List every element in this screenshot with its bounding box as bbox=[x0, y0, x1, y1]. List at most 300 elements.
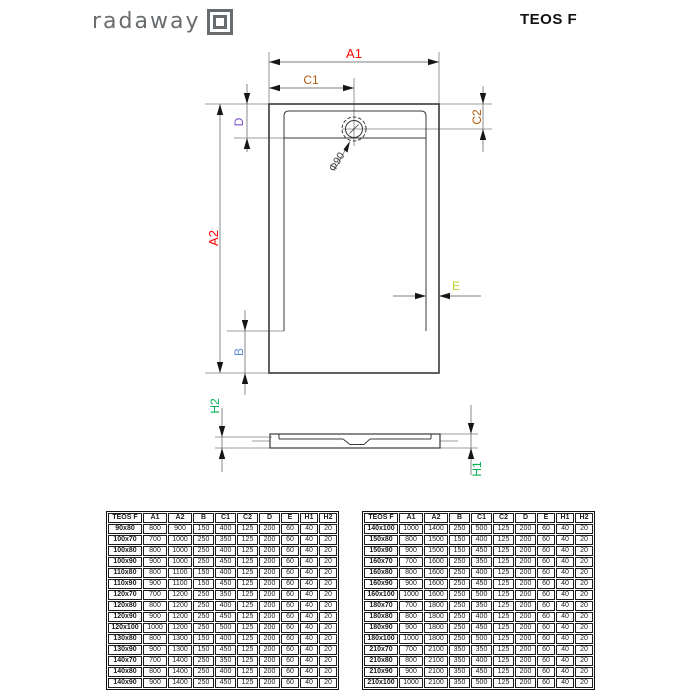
value-cell-e: 60 bbox=[281, 612, 299, 622]
value-cell-a1: 900 bbox=[399, 546, 423, 556]
value-cell-a1: 1000 bbox=[143, 623, 167, 633]
value-cell-a1: 700 bbox=[143, 656, 167, 666]
value-cell-e: 60 bbox=[537, 590, 555, 600]
header-cell-e: E bbox=[281, 513, 299, 523]
value-cell-b: 250 bbox=[449, 579, 470, 589]
value-cell-a2: 2100 bbox=[424, 645, 448, 655]
size-cell: 100x70 bbox=[108, 535, 142, 545]
value-cell-c2: 125 bbox=[237, 634, 258, 644]
header-cell-c2: C2 bbox=[237, 513, 258, 523]
header-cell-h2: H2 bbox=[575, 513, 593, 523]
table-row bbox=[108, 623, 337, 633]
value-cell-b: 250 bbox=[193, 601, 214, 611]
value-cell-d: 200 bbox=[259, 612, 280, 622]
value-cell-c2: 125 bbox=[237, 535, 258, 545]
value-cell-a2: 1400 bbox=[168, 656, 192, 666]
value-cell-h2: 20 bbox=[575, 678, 593, 688]
value-cell-e: 60 bbox=[281, 568, 299, 578]
header-cell-d: D bbox=[515, 513, 536, 523]
value-cell-h2: 20 bbox=[575, 656, 593, 666]
value-cell-h1: 40 bbox=[300, 524, 318, 534]
header-cell-e: E bbox=[537, 513, 555, 523]
value-cell-a1: 900 bbox=[399, 667, 423, 677]
value-cell-a1: 1000 bbox=[399, 634, 423, 644]
value-cell-c2: 125 bbox=[493, 678, 514, 688]
dimension-arrows bbox=[217, 59, 486, 459]
value-cell-c2: 125 bbox=[237, 568, 258, 578]
size-cell: 120x80 bbox=[108, 601, 142, 611]
value-cell-a1: 800 bbox=[399, 612, 423, 622]
value-cell-h2: 20 bbox=[575, 612, 593, 622]
value-cell-c1: 400 bbox=[215, 546, 236, 556]
value-cell-h2: 20 bbox=[575, 601, 593, 611]
dim-label-b: B bbox=[232, 347, 246, 357]
value-cell-c2: 125 bbox=[237, 601, 258, 611]
value-cell-a2: 1400 bbox=[168, 678, 192, 688]
table-header bbox=[364, 513, 593, 523]
value-cell-h2: 20 bbox=[319, 656, 337, 666]
value-cell-a2: 2100 bbox=[424, 656, 448, 666]
value-cell-a2: 1800 bbox=[424, 634, 448, 644]
value-cell-e: 60 bbox=[281, 535, 299, 545]
value-cell-e: 60 bbox=[281, 579, 299, 589]
table-row bbox=[108, 524, 337, 534]
value-cell-d: 200 bbox=[515, 579, 536, 589]
value-cell-h1: 40 bbox=[556, 623, 574, 633]
value-cell-h1: 40 bbox=[300, 546, 318, 556]
value-cell-d: 200 bbox=[515, 678, 536, 688]
value-cell-c2: 125 bbox=[237, 579, 258, 589]
value-cell-a1: 900 bbox=[399, 623, 423, 633]
size-cell: 160x90 bbox=[364, 579, 398, 589]
value-cell-h1: 40 bbox=[300, 568, 318, 578]
value-cell-h1: 40 bbox=[300, 678, 318, 688]
value-cell-d: 200 bbox=[515, 667, 536, 677]
value-cell-a2: 1600 bbox=[424, 590, 448, 600]
value-cell-b: 150 bbox=[193, 524, 214, 534]
size-cell: 210x80 bbox=[364, 656, 398, 666]
table-row bbox=[108, 579, 337, 589]
value-cell-b: 150 bbox=[193, 579, 214, 589]
value-cell-h2: 20 bbox=[319, 612, 337, 622]
value-cell-e: 60 bbox=[281, 634, 299, 644]
value-cell-d: 200 bbox=[259, 645, 280, 655]
size-cell: 90x80 bbox=[108, 524, 142, 534]
size-cell: 160x80 bbox=[364, 568, 398, 578]
value-cell-a1: 900 bbox=[143, 678, 167, 688]
header-cell-name: TEOS F bbox=[108, 513, 142, 523]
value-cell-c2: 125 bbox=[237, 623, 258, 633]
value-cell-d: 200 bbox=[259, 590, 280, 600]
value-cell-e: 60 bbox=[537, 546, 555, 556]
value-cell-a2: 1200 bbox=[168, 601, 192, 611]
value-cell-h2: 20 bbox=[319, 590, 337, 600]
value-cell-c1: 500 bbox=[471, 678, 492, 688]
value-cell-h1: 40 bbox=[556, 656, 574, 666]
value-cell-e: 60 bbox=[537, 524, 555, 534]
value-cell-h2: 20 bbox=[319, 678, 337, 688]
value-cell-d: 200 bbox=[259, 546, 280, 556]
size-cell: 180x70 bbox=[364, 601, 398, 611]
value-cell-h2: 20 bbox=[575, 623, 593, 633]
value-cell-a2: 2100 bbox=[424, 667, 448, 677]
page-title: TEOS F bbox=[520, 11, 578, 28]
header-cell-a2: A2 bbox=[424, 513, 448, 523]
value-cell-a1: 1000 bbox=[399, 678, 423, 688]
value-cell-c1: 450 bbox=[471, 623, 492, 633]
value-cell-c1: 450 bbox=[471, 546, 492, 556]
value-cell-h1: 40 bbox=[556, 524, 574, 534]
value-cell-b: 250 bbox=[193, 678, 214, 688]
size-cell: 180x100 bbox=[364, 634, 398, 644]
table-header bbox=[108, 513, 337, 523]
value-cell-c2: 125 bbox=[493, 535, 514, 545]
value-cell-d: 200 bbox=[259, 579, 280, 589]
value-cell-a2: 1100 bbox=[168, 579, 192, 589]
value-cell-c1: 350 bbox=[215, 656, 236, 666]
value-cell-c2: 125 bbox=[237, 546, 258, 556]
value-cell-a1: 700 bbox=[399, 557, 423, 567]
value-cell-c2: 125 bbox=[493, 557, 514, 567]
value-cell-a2: 1200 bbox=[168, 612, 192, 622]
value-cell-c1: 400 bbox=[215, 634, 236, 644]
value-cell-a2: 1500 bbox=[424, 546, 448, 556]
value-cell-a1: 800 bbox=[399, 535, 423, 545]
value-cell-h1: 40 bbox=[556, 568, 574, 578]
table-row bbox=[364, 524, 593, 534]
table-row bbox=[108, 634, 337, 644]
value-cell-a1: 800 bbox=[143, 524, 167, 534]
value-cell-a2: 1000 bbox=[168, 557, 192, 567]
value-cell-b: 250 bbox=[449, 623, 470, 633]
value-cell-b: 150 bbox=[193, 645, 214, 655]
value-cell-d: 200 bbox=[259, 524, 280, 534]
value-cell-b: 350 bbox=[449, 667, 470, 677]
table-row bbox=[364, 634, 593, 644]
value-cell-c1: 400 bbox=[471, 612, 492, 622]
dim-label-a2: A2 bbox=[206, 230, 221, 246]
value-cell-b: 150 bbox=[193, 568, 214, 578]
table-body bbox=[108, 524, 337, 688]
value-cell-a1: 900 bbox=[143, 579, 167, 589]
value-cell-c1: 400 bbox=[471, 656, 492, 666]
value-cell-b: 250 bbox=[193, 546, 214, 556]
value-cell-h2: 20 bbox=[319, 601, 337, 611]
value-cell-d: 200 bbox=[515, 601, 536, 611]
value-cell-b: 250 bbox=[449, 557, 470, 567]
value-cell-a1: 1000 bbox=[399, 524, 423, 534]
table-row bbox=[364, 645, 593, 655]
table-row bbox=[364, 678, 593, 688]
value-cell-b: 250 bbox=[193, 623, 214, 633]
table-row bbox=[108, 568, 337, 578]
value-cell-e: 60 bbox=[537, 678, 555, 688]
size-cell: 210x100 bbox=[364, 678, 398, 688]
value-cell-c2: 125 bbox=[237, 656, 258, 666]
value-cell-h2: 20 bbox=[575, 634, 593, 644]
value-cell-c1: 450 bbox=[215, 579, 236, 589]
value-cell-h2: 20 bbox=[575, 590, 593, 600]
header-cell-h1: H1 bbox=[300, 513, 318, 523]
value-cell-e: 60 bbox=[281, 524, 299, 534]
value-cell-c2: 125 bbox=[493, 568, 514, 578]
value-cell-h1: 40 bbox=[556, 546, 574, 556]
value-cell-c2: 125 bbox=[493, 546, 514, 556]
table-row bbox=[364, 667, 593, 677]
value-cell-e: 60 bbox=[281, 623, 299, 633]
value-cell-d: 200 bbox=[259, 634, 280, 644]
size-cell: 110x80 bbox=[108, 568, 142, 578]
value-cell-c1: 350 bbox=[471, 601, 492, 611]
value-cell-e: 60 bbox=[537, 535, 555, 545]
table-header-row bbox=[364, 513, 593, 523]
value-cell-c1: 400 bbox=[215, 568, 236, 578]
value-cell-c1: 350 bbox=[471, 645, 492, 655]
value-cell-c2: 125 bbox=[493, 590, 514, 600]
value-cell-c2: 125 bbox=[493, 667, 514, 677]
value-cell-b: 250 bbox=[193, 612, 214, 622]
size-cell: 140x80 bbox=[108, 667, 142, 677]
value-cell-h1: 40 bbox=[556, 612, 574, 622]
size-cell: 130x80 bbox=[108, 634, 142, 644]
size-cell: 120x70 bbox=[108, 590, 142, 600]
value-cell-b: 250 bbox=[449, 634, 470, 644]
value-cell-h2: 20 bbox=[319, 623, 337, 633]
value-cell-b: 250 bbox=[449, 590, 470, 600]
table-row bbox=[108, 612, 337, 622]
size-cell: 210x90 bbox=[364, 667, 398, 677]
value-cell-e: 60 bbox=[537, 634, 555, 644]
side-view bbox=[270, 434, 440, 448]
value-cell-a1: 900 bbox=[143, 645, 167, 655]
value-cell-c2: 125 bbox=[493, 612, 514, 622]
size-cell: 140x70 bbox=[108, 656, 142, 666]
header-cell-a1: A1 bbox=[143, 513, 167, 523]
dimension-lines bbox=[205, 52, 492, 475]
value-cell-h2: 20 bbox=[575, 579, 593, 589]
header-cell-c1: C1 bbox=[471, 513, 492, 523]
value-cell-e: 60 bbox=[537, 557, 555, 567]
value-cell-a1: 700 bbox=[399, 601, 423, 611]
size-cell: 120x100 bbox=[108, 623, 142, 633]
size-cell: 140x100 bbox=[364, 524, 398, 534]
value-cell-b: 250 bbox=[193, 557, 214, 567]
dim-label-h2: H2 bbox=[208, 398, 222, 414]
value-cell-d: 200 bbox=[259, 557, 280, 567]
value-cell-d: 200 bbox=[515, 546, 536, 556]
value-cell-a2: 1600 bbox=[424, 579, 448, 589]
value-cell-h1: 40 bbox=[300, 590, 318, 600]
size-cell: 160x70 bbox=[364, 557, 398, 567]
size-table-right bbox=[362, 511, 595, 690]
value-cell-e: 60 bbox=[281, 590, 299, 600]
size-cell: 180x80 bbox=[364, 612, 398, 622]
value-cell-a1: 800 bbox=[143, 634, 167, 644]
value-cell-c1: 400 bbox=[215, 524, 236, 534]
value-cell-b: 150 bbox=[449, 535, 470, 545]
value-cell-a2: 1000 bbox=[168, 535, 192, 545]
dim-label-h1: H1 bbox=[470, 461, 484, 477]
value-cell-a2: 1500 bbox=[424, 535, 448, 545]
value-cell-h2: 20 bbox=[319, 524, 337, 534]
value-cell-d: 200 bbox=[259, 678, 280, 688]
value-cell-a1: 700 bbox=[143, 590, 167, 600]
value-cell-b: 250 bbox=[449, 524, 470, 534]
value-cell-h1: 40 bbox=[300, 656, 318, 666]
value-cell-h2: 20 bbox=[575, 535, 593, 545]
value-cell-h2: 20 bbox=[575, 667, 593, 677]
value-cell-c2: 125 bbox=[237, 612, 258, 622]
value-cell-d: 200 bbox=[515, 623, 536, 633]
size-cell: 110x90 bbox=[108, 579, 142, 589]
header-cell-c1: C1 bbox=[215, 513, 236, 523]
value-cell-h2: 20 bbox=[319, 546, 337, 556]
header-cell-h2: H2 bbox=[319, 513, 337, 523]
value-cell-h2: 20 bbox=[319, 535, 337, 545]
value-cell-d: 200 bbox=[515, 590, 536, 600]
value-cell-c2: 125 bbox=[493, 524, 514, 534]
value-cell-b: 350 bbox=[449, 656, 470, 666]
value-cell-h2: 20 bbox=[319, 568, 337, 578]
header-cell-name: TEOS F bbox=[364, 513, 398, 523]
table-row bbox=[364, 568, 593, 578]
value-cell-d: 200 bbox=[515, 557, 536, 567]
value-cell-c2: 125 bbox=[237, 645, 258, 655]
header-cell-a2: A2 bbox=[168, 513, 192, 523]
value-cell-c1: 500 bbox=[471, 634, 492, 644]
value-cell-a2: 1400 bbox=[168, 667, 192, 677]
value-cell-b: 150 bbox=[449, 546, 470, 556]
value-cell-b: 350 bbox=[449, 678, 470, 688]
header-cell-c2: C2 bbox=[493, 513, 514, 523]
size-cell: 160x100 bbox=[364, 590, 398, 600]
value-cell-e: 60 bbox=[537, 667, 555, 677]
value-cell-a2: 900 bbox=[168, 524, 192, 534]
value-cell-d: 200 bbox=[259, 535, 280, 545]
table-row bbox=[364, 623, 593, 633]
value-cell-c2: 125 bbox=[237, 667, 258, 677]
value-cell-a2: 1200 bbox=[168, 590, 192, 600]
value-cell-a2: 1200 bbox=[168, 623, 192, 633]
value-cell-d: 200 bbox=[515, 524, 536, 534]
value-cell-h1: 40 bbox=[556, 579, 574, 589]
value-cell-h1: 40 bbox=[556, 590, 574, 600]
value-cell-e: 60 bbox=[281, 656, 299, 666]
value-cell-a2: 1000 bbox=[168, 546, 192, 556]
header-cell-d: D bbox=[259, 513, 280, 523]
value-cell-c2: 125 bbox=[493, 656, 514, 666]
value-cell-h1: 40 bbox=[556, 601, 574, 611]
dim-label-a1: A1 bbox=[346, 46, 362, 61]
value-cell-h2: 20 bbox=[319, 557, 337, 567]
value-cell-a1: 900 bbox=[143, 557, 167, 567]
dim-label-d: D bbox=[232, 117, 246, 127]
dim-label-e: E bbox=[451, 279, 461, 293]
value-cell-e: 60 bbox=[537, 645, 555, 655]
table-header-row bbox=[108, 513, 337, 523]
value-cell-h1: 40 bbox=[556, 645, 574, 655]
value-cell-a2: 1800 bbox=[424, 612, 448, 622]
table-body bbox=[364, 524, 593, 688]
value-cell-a2: 2100 bbox=[424, 678, 448, 688]
table-row bbox=[364, 535, 593, 545]
value-cell-d: 200 bbox=[515, 535, 536, 545]
value-cell-h2: 20 bbox=[319, 645, 337, 655]
value-cell-a1: 800 bbox=[399, 568, 423, 578]
value-cell-a2: 1800 bbox=[424, 623, 448, 633]
value-cell-d: 200 bbox=[259, 623, 280, 633]
value-cell-e: 60 bbox=[281, 601, 299, 611]
value-cell-d: 200 bbox=[259, 656, 280, 666]
value-cell-a2: 1600 bbox=[424, 557, 448, 567]
table-row bbox=[108, 656, 337, 666]
value-cell-e: 60 bbox=[537, 612, 555, 622]
size-cell: 140x90 bbox=[108, 678, 142, 688]
table-row bbox=[364, 579, 593, 589]
value-cell-d: 200 bbox=[259, 601, 280, 611]
value-cell-c1: 450 bbox=[215, 612, 236, 622]
table-row bbox=[108, 667, 337, 677]
table-row bbox=[108, 557, 337, 567]
value-cell-h1: 40 bbox=[300, 645, 318, 655]
value-cell-c1: 450 bbox=[215, 557, 236, 567]
value-cell-c2: 125 bbox=[493, 645, 514, 655]
size-cell: 100x80 bbox=[108, 546, 142, 556]
header-cell-b: B bbox=[193, 513, 214, 523]
value-cell-h1: 40 bbox=[556, 535, 574, 545]
value-cell-a2: 1400 bbox=[424, 524, 448, 534]
value-cell-c2: 125 bbox=[493, 623, 514, 633]
value-cell-a1: 1000 bbox=[399, 590, 423, 600]
table-row bbox=[108, 645, 337, 655]
value-cell-h2: 20 bbox=[319, 579, 337, 589]
table-row bbox=[364, 546, 593, 556]
value-cell-c1: 500 bbox=[471, 590, 492, 600]
size-cell: 150x80 bbox=[364, 535, 398, 545]
value-cell-c1: 400 bbox=[471, 535, 492, 545]
value-cell-e: 60 bbox=[537, 601, 555, 611]
size-cell: 120x90 bbox=[108, 612, 142, 622]
value-cell-b: 250 bbox=[193, 667, 214, 677]
value-cell-b: 250 bbox=[193, 535, 214, 545]
value-cell-b: 150 bbox=[193, 634, 214, 644]
value-cell-d: 200 bbox=[515, 612, 536, 622]
value-cell-b: 250 bbox=[193, 590, 214, 600]
table-row bbox=[108, 601, 337, 611]
value-cell-e: 60 bbox=[281, 667, 299, 677]
value-cell-b: 350 bbox=[449, 645, 470, 655]
value-cell-a1: 800 bbox=[399, 656, 423, 666]
value-cell-h1: 40 bbox=[300, 557, 318, 567]
table-row bbox=[108, 678, 337, 688]
value-cell-a1: 900 bbox=[143, 612, 167, 622]
header-cell-h1: H1 bbox=[556, 513, 574, 523]
size-cell: 210x70 bbox=[364, 645, 398, 655]
size-cell: 150x90 bbox=[364, 546, 398, 556]
value-cell-c2: 125 bbox=[493, 579, 514, 589]
value-cell-c2: 125 bbox=[493, 634, 514, 644]
value-cell-c1: 450 bbox=[471, 579, 492, 589]
value-cell-c1: 500 bbox=[215, 623, 236, 633]
value-cell-h2: 20 bbox=[575, 546, 593, 556]
table-row bbox=[108, 546, 337, 556]
value-cell-h1: 40 bbox=[300, 535, 318, 545]
value-cell-c1: 350 bbox=[471, 557, 492, 567]
value-cell-e: 60 bbox=[281, 645, 299, 655]
value-cell-b: 250 bbox=[449, 568, 470, 578]
value-cell-a1: 700 bbox=[143, 535, 167, 545]
dim-label-c2: C2 bbox=[470, 109, 484, 125]
